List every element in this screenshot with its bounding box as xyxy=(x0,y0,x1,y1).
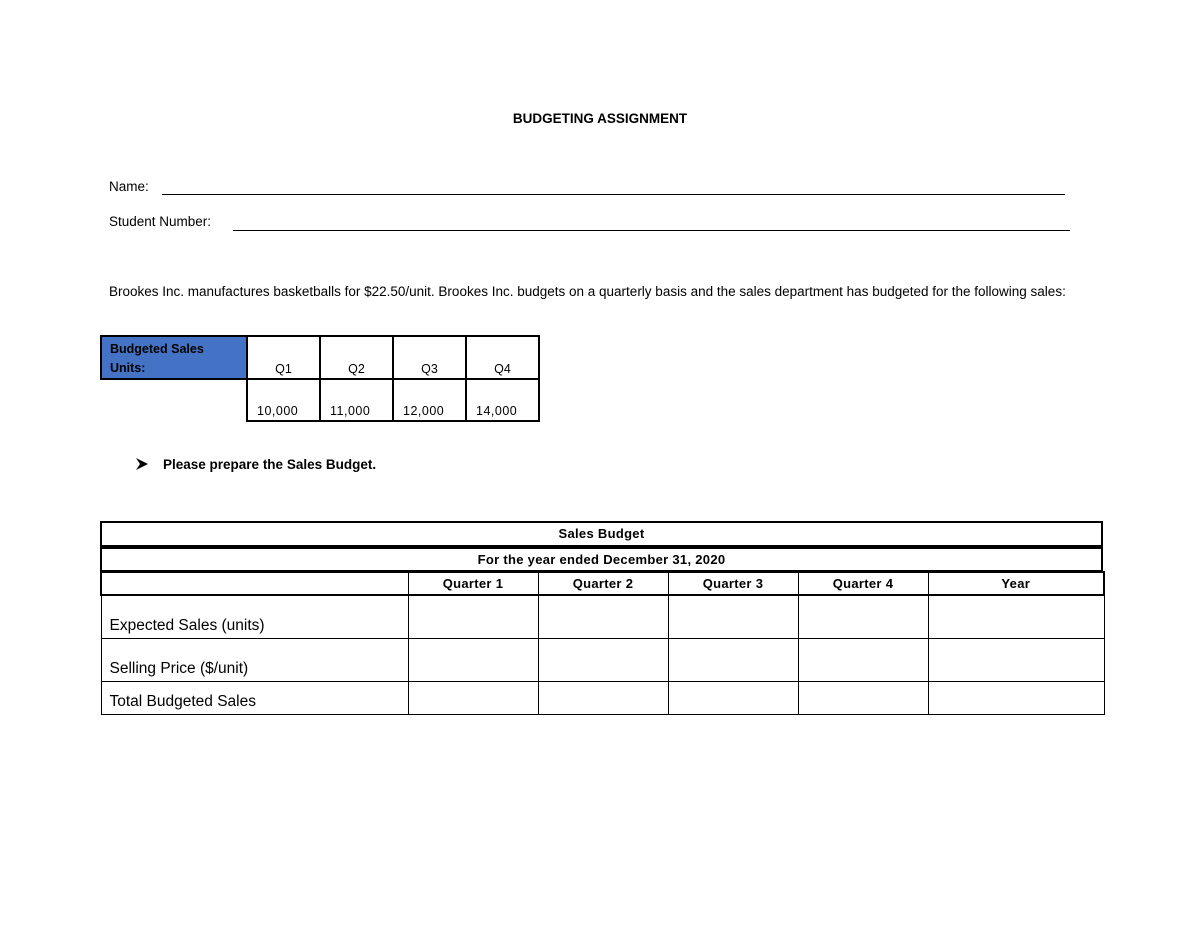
input-cell[interactable] xyxy=(408,638,538,681)
units-value-q2: 11,000 xyxy=(320,379,393,421)
budgeted-units-table xyxy=(100,335,540,422)
instruction-text: Please prepare the Sales Budget. xyxy=(163,457,377,472)
sales-budget-title: Sales Budget xyxy=(100,521,1103,547)
column-header-quarter-2: Quarter 2 xyxy=(538,572,668,595)
input-cell[interactable] xyxy=(668,681,798,714)
column-header-quarter-3: Quarter 3 xyxy=(668,572,798,595)
input-cell[interactable] xyxy=(538,595,668,638)
input-cell[interactable] xyxy=(798,595,928,638)
column-header-quarter-1: Quarter 1 xyxy=(408,572,538,595)
input-cell[interactable] xyxy=(798,681,928,714)
units-value-q1: 10,000 xyxy=(247,379,320,421)
input-cell[interactable] xyxy=(928,595,1104,638)
quarter-header-q4: Q4 xyxy=(466,336,539,379)
input-cell[interactable] xyxy=(538,681,668,714)
quarter-header-q3: Q3 xyxy=(393,336,466,379)
input-cell[interactable] xyxy=(668,638,798,681)
units-value-q4: 14,000 xyxy=(466,379,539,421)
sales-budget-table xyxy=(100,571,1105,715)
input-cell[interactable] xyxy=(538,638,668,681)
budgeted-units-header-line1: Budgeted Sales xyxy=(110,342,204,356)
input-cell[interactable] xyxy=(668,595,798,638)
name-input-line[interactable] xyxy=(162,194,1065,195)
budgeted-units-header-line2: Units: xyxy=(110,361,146,375)
input-cell[interactable] xyxy=(798,638,928,681)
empty-cell xyxy=(101,379,247,421)
page-title: BUDGETING ASSIGNMENT xyxy=(512,111,688,126)
sales-budget-subtitle: For the year ended December 31, 2020 xyxy=(100,547,1103,572)
input-cell[interactable] xyxy=(408,595,538,638)
units-value-q3: 12,000 xyxy=(393,379,466,421)
column-header-quarter-4: Quarter 4 xyxy=(798,572,928,595)
table-row xyxy=(101,638,1104,681)
budgeted-units-header xyxy=(101,336,247,379)
student-number-input-line[interactable] xyxy=(233,230,1070,231)
column-header-blank xyxy=(101,572,408,595)
name-label: Name: xyxy=(109,179,149,194)
instruction-bullet xyxy=(135,457,376,472)
row-label-total-budgeted-sales: Total Budgeted Sales xyxy=(101,681,408,714)
intro-paragraph: Brookes Inc. manufactures basketballs for $22.50/unit. Brookes Inc. budgets on a quarterly basis and the sales department has budgeted for the following sales: xyxy=(109,284,1066,299)
input-cell[interactable] xyxy=(928,638,1104,681)
table-row xyxy=(101,595,1104,638)
table-row xyxy=(101,681,1104,714)
quarter-header-q1: Q1 xyxy=(247,336,320,379)
row-label-selling-price: Selling Price ($/unit) xyxy=(101,638,408,681)
input-cell[interactable] xyxy=(928,681,1104,714)
student-number-label: Student Number: xyxy=(109,214,212,229)
quarter-header-q2: Q2 xyxy=(320,336,393,379)
input-cell[interactable] xyxy=(408,681,538,714)
column-header-year: Year xyxy=(928,572,1104,595)
arrow-bullet-icon xyxy=(135,457,163,472)
row-label-expected-sales: Expected Sales (units) xyxy=(101,595,408,638)
